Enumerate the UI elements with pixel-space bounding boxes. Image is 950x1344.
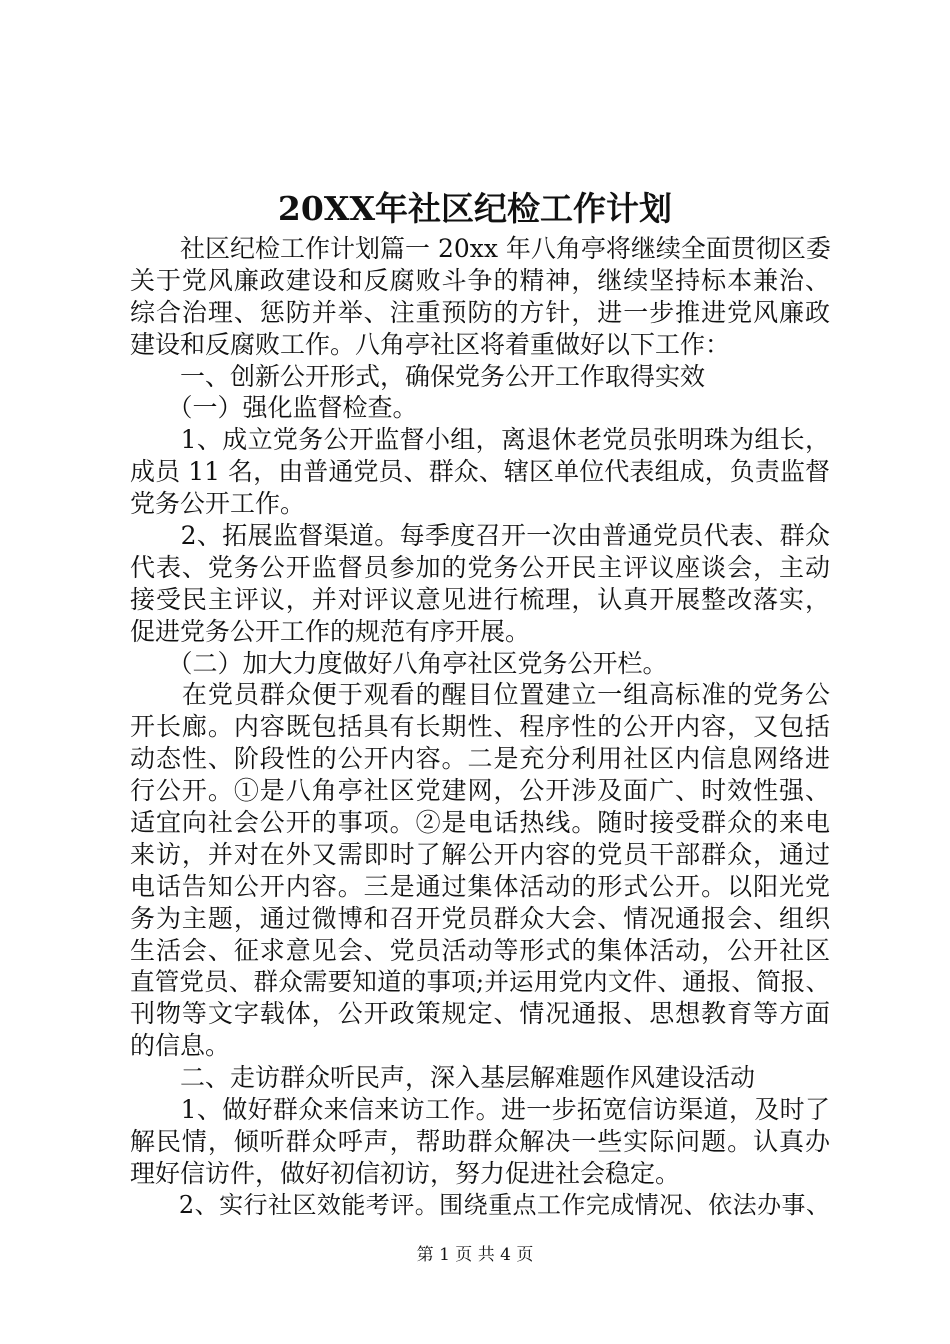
body-line: 适宜向社会公开的事项。②是电话热线。随时接受群众的来电 [130,808,830,838]
body-line: 生活会、征求意见会、党员活动等形式的集体活动，公开社区 [130,935,830,965]
body-line: 动态性、阶段性的公开内容。二是充分利用社区内信息网络进 [130,744,830,774]
body-line: 代表、党务公开监督员参加的党务公开民主评议座谈会，主动 [130,552,830,582]
body-line: 理好信访件，做好初信初访，努力促进社会稳定。 [130,1158,681,1188]
page-footer: 第 1 页 共 4 页 [416,1245,534,1265]
body-line: （二）加大力度做好八角亭社区党务公开栏。 [130,648,668,678]
body-line: 综合治理、惩防并举、注重预防的方针，进一步推进党风廉政 [130,297,830,327]
body-line: 1、做好群众来信来访工作。进一步拓宽信访渠道，及时了 [130,1095,830,1125]
body-line: 刊物等文字载体，公开政策规定、情况通报、思想教育等方面 [130,999,830,1029]
body-line: 解民情，倾听群众呼声，帮助群众解决一些实际问题。认真办 [130,1126,830,1156]
body-line: 接受民主评议，并对评议意见进行梳理，认真开展整改落实， [130,584,830,614]
body-line: 行公开。①是八角亭社区党建网，公开涉及面广、时效性强、 [130,776,830,806]
document-body [130,233,830,1222]
body-line: 党务公开工作。 [130,489,306,519]
body-line: 1、成立党务公开监督小组，离退休老党员张明珠为组长， [130,425,830,455]
body-line: 开长廊。内容既包括具有长期性、程序性的公开内容，又包括 [130,712,830,742]
body-line: 电话告知公开内容。三是通过集体活动的形式公开。以阳光党 [130,871,830,901]
body-line: 关于党风廉政建设和反腐败斗争的精神，继续坚持标本兼治、 [130,265,830,295]
document-title: 20XX年社区纪检工作计划 [277,189,673,228]
body-line: 一、创新公开形式，确保党务公开工作取得实效 [130,361,706,391]
body-line: 二、走访群众听民声，深入基层解难题作风建设活动 [130,1063,756,1093]
body-line: 在党员群众便于观看的醒目位置建立一组高标准的党务公 [130,680,830,710]
body-line: 务为主题，通过微博和召开党员群众大会、情况通报会、组织 [130,903,830,933]
body-line: 促进党务公开工作的规范有序开展。 [130,616,531,646]
body-line: 社区纪检工作计划篇一 20xx 年八角亭将继续全面贯彻区委 [130,234,831,263]
body-line: 2、实行社区效能考评。围绕重点工作完成情况、依法办事、 [130,1190,830,1219]
body-line: 直管党员、群众需要知道的事项;并运用党内文件、通报、简报、 [130,967,830,997]
body-line: 来访，并对在外又需即时了解公开内容的党员干部群众，通过 [130,839,830,869]
body-line: 建设和反腐败工作。八角亭社区将着重做好以下工作： [130,329,731,359]
body-line: 成员 11 名，由普通党员、群众、辖区单位代表组成，负责监督 [130,457,830,487]
body-line: 2、拓展监督渠道。每季度召开一次由普通党员代表、群众 [130,521,830,551]
body-line: 的信息。 [130,1031,231,1061]
body-line: （一）强化监督检查。 [130,393,418,423]
